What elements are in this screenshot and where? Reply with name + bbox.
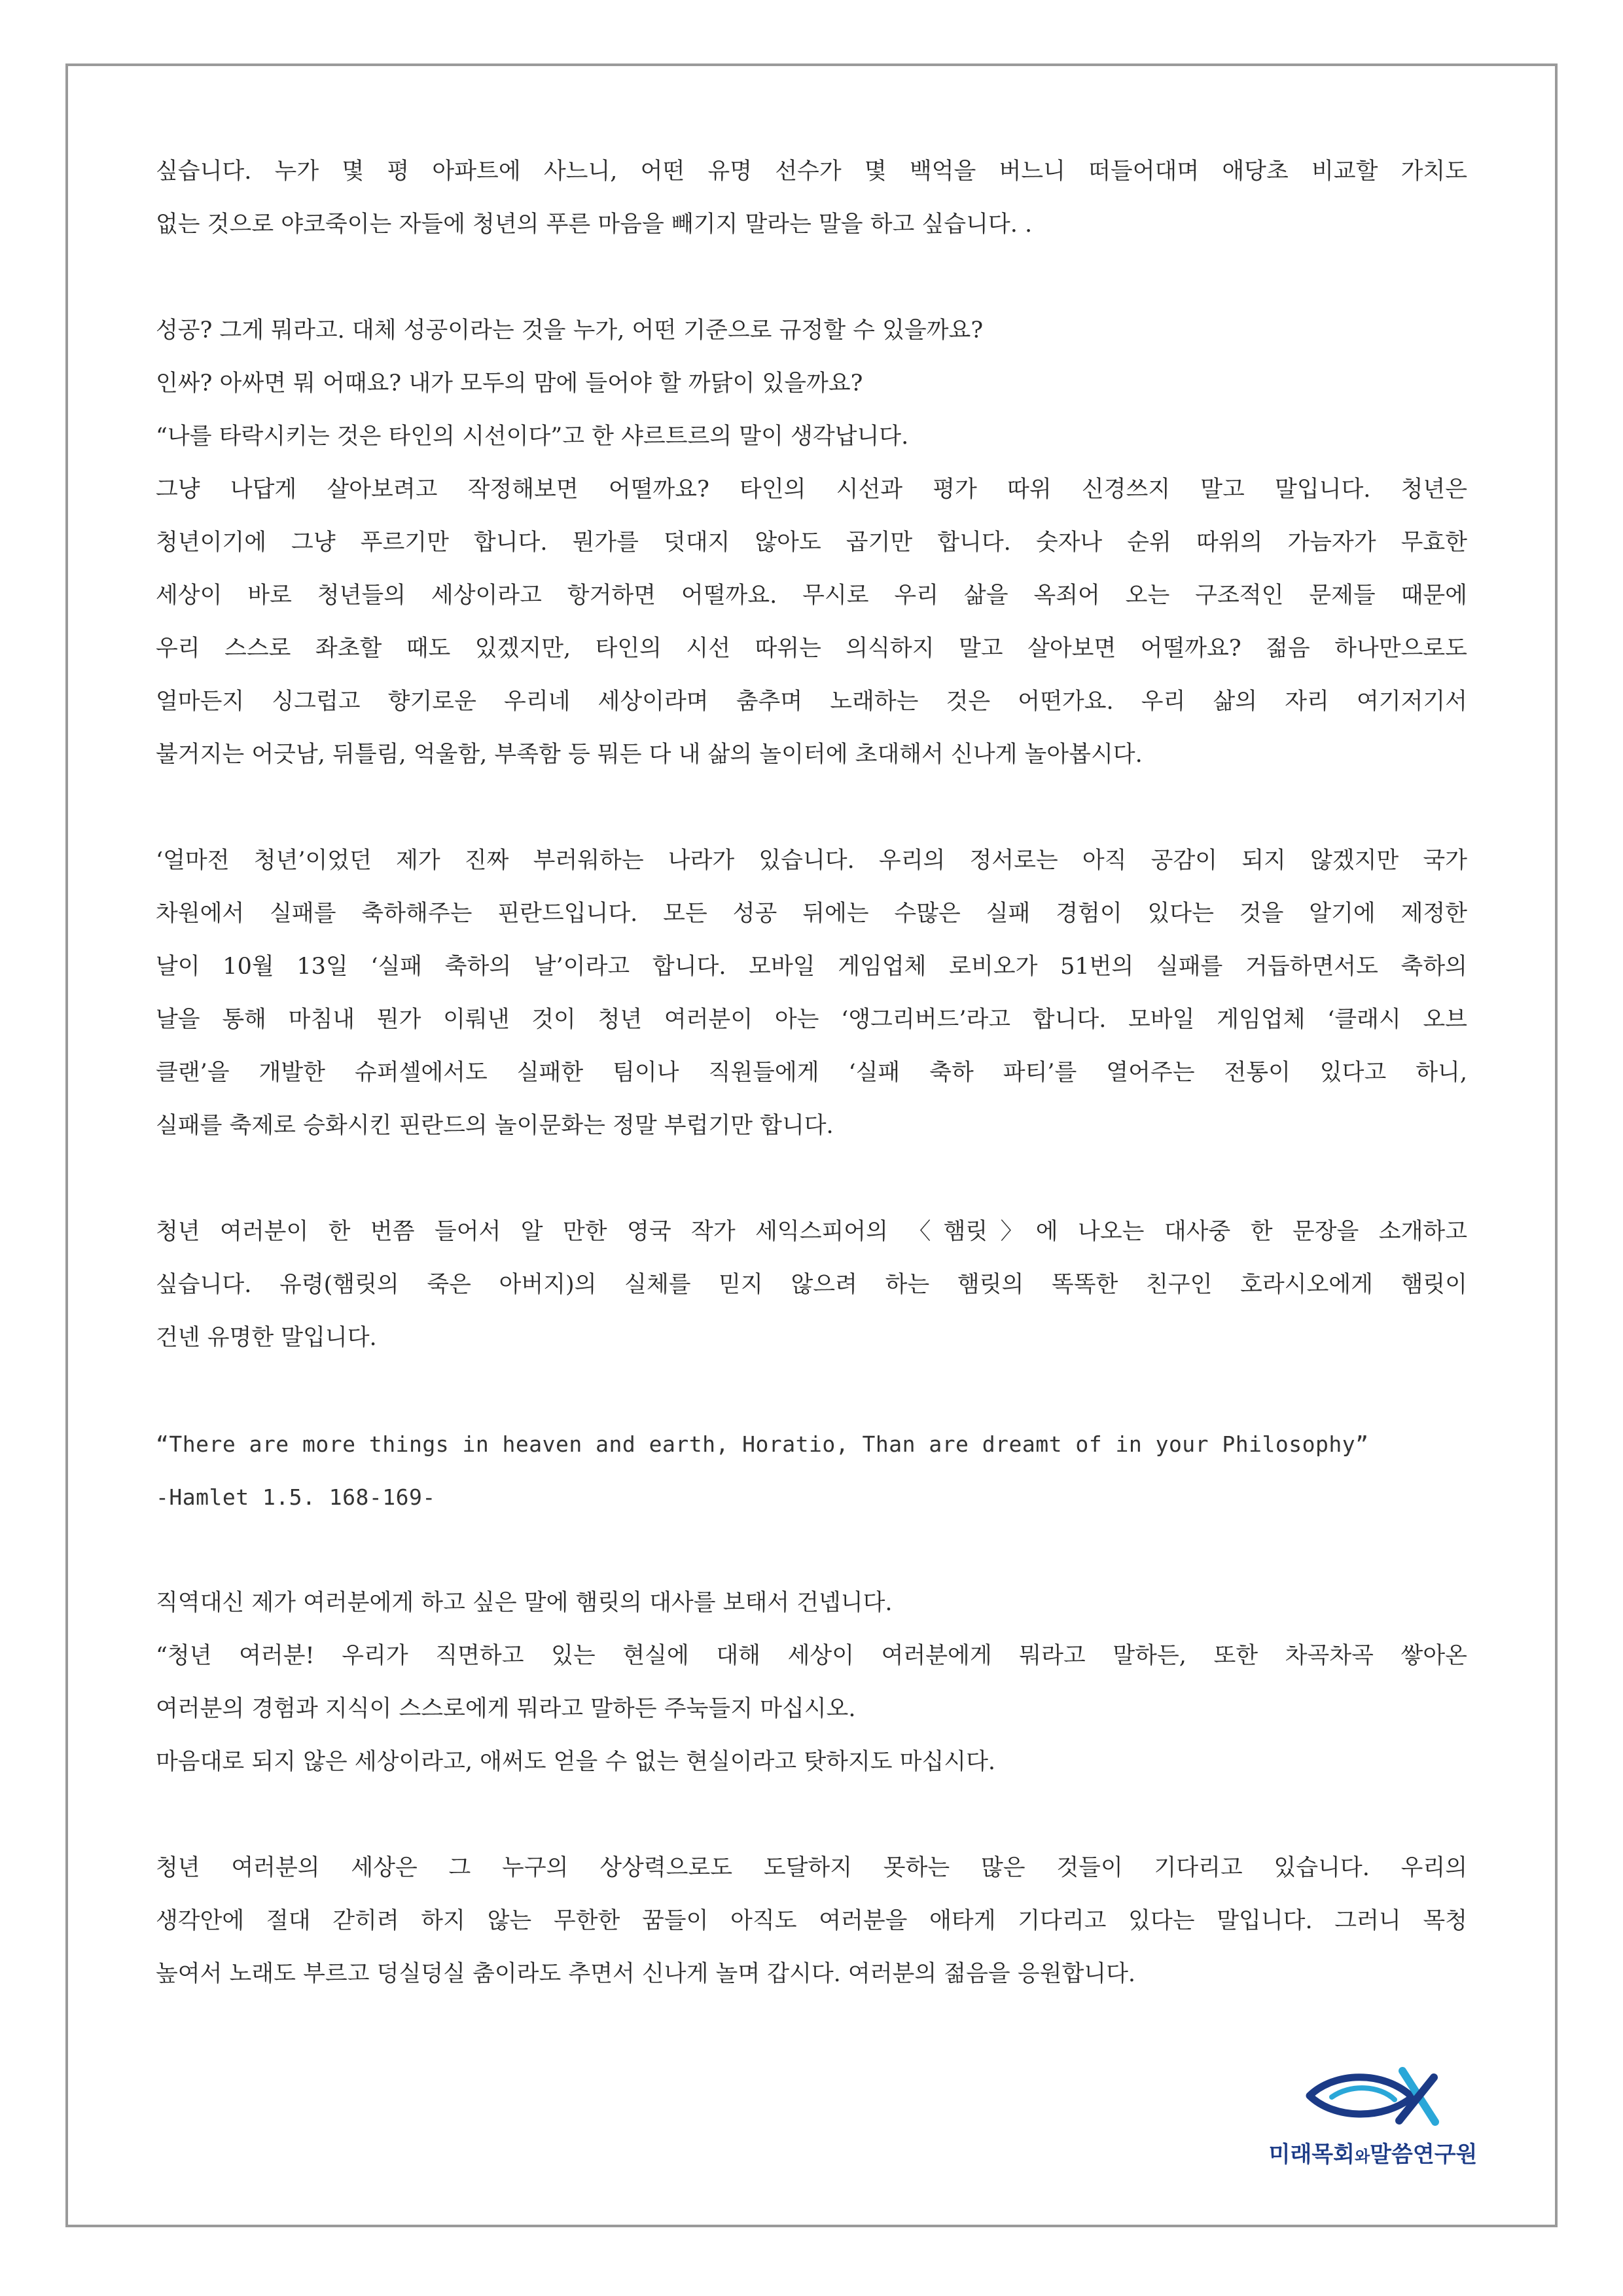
- text-line: 싶습니다. 유령(햄릿의 죽은 아버지)의 실체를 믿지 않으려 하는 햄릿의 똑똑한 친구인 호라시오에게 햄릿이: [156, 1272, 1467, 1298]
- text-line: 클랜’을 개발한 슈퍼셀에서도 실패한 팀이나 직원들에게 ‘실패 축하 파티’를 열어주는 전통이 있다고 하니,: [156, 1060, 1467, 1086]
- organization-logo: [1242, 2058, 1504, 2169]
- document-body: [156, 145, 1467, 2054]
- text-line: 청년 여러분이 한 번쯤 들어서 알 만한 영국 작가 세익스피어의 〈햄릿〉에 나오는 대사중 한 문장을 소개하고: [156, 1219, 1467, 1245]
- org-name-connector: 와: [1354, 2147, 1370, 2166]
- paragraph-1: [156, 145, 1467, 251]
- quote-line: “There are more things in heaven and earth, Horatio, Than are dreamt of in your Philosophy”: [156, 1431, 1369, 1457]
- text-line: 그냥 나답게 살아보려고 작정해보면 어떨까요? 타인의 시선과 평가 따위 신경쓰지 말고 말입니다. 청년은: [156, 476, 1467, 503]
- text-line: 건넨 유명한 말입니다.: [156, 1325, 377, 1351]
- text-line: 마음대로 되지 않은 세상이라고, 애써도 얻을 수 없는 현실이라고 탓하지도 마십시다.: [156, 1749, 996, 1775]
- paragraph-6: [156, 1577, 1467, 1789]
- text-line: 인싸? 아싸면 뭐 어때요? 내가 모두의 맘에 들어야 할 까닭이 있을까요?: [156, 370, 863, 397]
- fish-cross-icon: [1304, 2058, 1442, 2130]
- hamlet-quote: [156, 1418, 1467, 1524]
- text-line: 불거지는 어긋남, 뒤틀림, 억울함, 부족함 등 뭐든 다 내 삶의 놀이터에 초대해서 신나게 놀아봅시다.: [156, 742, 1143, 768]
- text-line: 생각안에 절대 갇히려 하지 않는 무한한 꿈들이 아직도 여러분을 애타게 기다리고 있다는 말입니다. 그러니 목청: [156, 1908, 1467, 1934]
- paragraph-2: [156, 304, 1467, 781]
- organization-name: [1242, 2136, 1504, 2168]
- text-line: 싶습니다. 누가 몇 평 아파트에 사느니, 어떤 유명 선수가 몇 백억을 버느니 떠들어대며 애당초 비교할 가치도: [156, 158, 1467, 185]
- text-line: “청년 여러분! 우리가 직면하고 있는 현실에 대해 세상이 여러분에게 뭐라고 말하든, 또한 차곡차곡 쌓아온: [156, 1643, 1467, 1669]
- org-name-part1: 미래목회: [1268, 2142, 1355, 2168]
- quote-citation: -Hamlet 1.5. 168-169-: [156, 1484, 436, 1510]
- text-line: 차원에서 실패를 축하해주는 핀란드입니다. 모든 성공 뒤에는 수많은 실패 경험이 있다는 것을 알기에 제정한: [156, 901, 1467, 927]
- text-line: 얼마든지 싱그럽고 향기로운 우리네 세상이라며 춤추며 노래하는 것은 어떤가요. 우리 삶의 자리 여기저기서: [156, 689, 1467, 715]
- text-line: 직역대신 제가 여러분에게 하고 싶은 말에 햄릿의 대사를 보태서 건넵니다.: [156, 1590, 893, 1616]
- paragraph-7: [156, 1842, 1467, 2001]
- text-line: 우리 스스로 좌초할 때도 있겠지만, 타인의 시선 따위는 의식하지 말고 살아보면 어떨까요? 젊음 하나만으로도: [156, 636, 1467, 662]
- text-line: 날이 10월 13일 ‘실패 축하의 날’이라고 합니다. 모바일 게임업체 로비오가 51번의 실패를 거듭하면서도 축하의: [156, 954, 1467, 980]
- text-line: 날을 통해 마침내 뭔가 이뤄낸 것이 청년 여러분이 아는 ‘앵그리버드’라고 합니다. 모바일 게임업체 ‘클래시 오브: [156, 1007, 1467, 1033]
- text-line: ‘얼마전 청년’이었던 제가 진짜 부러워하는 나라가 있습니다. 우리의 정서로는 아직 공감이 되지 않겠지만 국가: [156, 848, 1467, 874]
- text-line: “나를 타락시키는 것은 타인의 시선이다”고 한 샤르트르의 말이 생각납니다.: [156, 423, 909, 450]
- text-line: 청년 여러분의 세상은 그 누구의 상상력으로도 도달하지 못하는 많은 것들이 기다리고 있습니다. 우리의: [156, 1855, 1467, 1881]
- paragraph-3: [156, 834, 1467, 1153]
- text-line: 성공? 그게 뭐라고. 대체 성공이라는 것을 누가, 어떤 기준으로 규정할 수 있을까요?: [156, 317, 984, 344]
- text-line: 청년이기에 그냥 푸르기만 합니다. 뭔가를 덧대지 않아도 곱기만 합니다. 숫자나 순위 따위의 가늠자가 무효한: [156, 529, 1467, 556]
- text-line: 세상이 바로 청년들의 세상이라고 항거하면 어떨까요. 무시로 우리 삶을 옥죄어 오는 구조적인 문제들 때문에: [156, 583, 1467, 609]
- org-name-part2: 말씀연구원: [1370, 2142, 1478, 2168]
- text-line: 없는 것으로 야코죽이는 자들에 청년의 푸른 마음을 빼기지 말라는 말을 하고 싶습니다. .: [156, 211, 1033, 238]
- paragraph-4: [156, 1206, 1467, 1365]
- text-line: 실패를 축제로 승화시킨 핀란드의 놀이문화는 정말 부럽기만 합니다.: [156, 1113, 834, 1139]
- text-line: 여러분의 경험과 지식이 스스로에게 뭐라고 말하든 주눅들지 마십시오.: [156, 1696, 856, 1722]
- text-line: 높여서 노래도 부르고 덩실덩실 춤이라도 추면서 신나게 놀며 갑시다. 여러분의 젊음을 응원합니다.: [156, 1961, 1136, 1987]
